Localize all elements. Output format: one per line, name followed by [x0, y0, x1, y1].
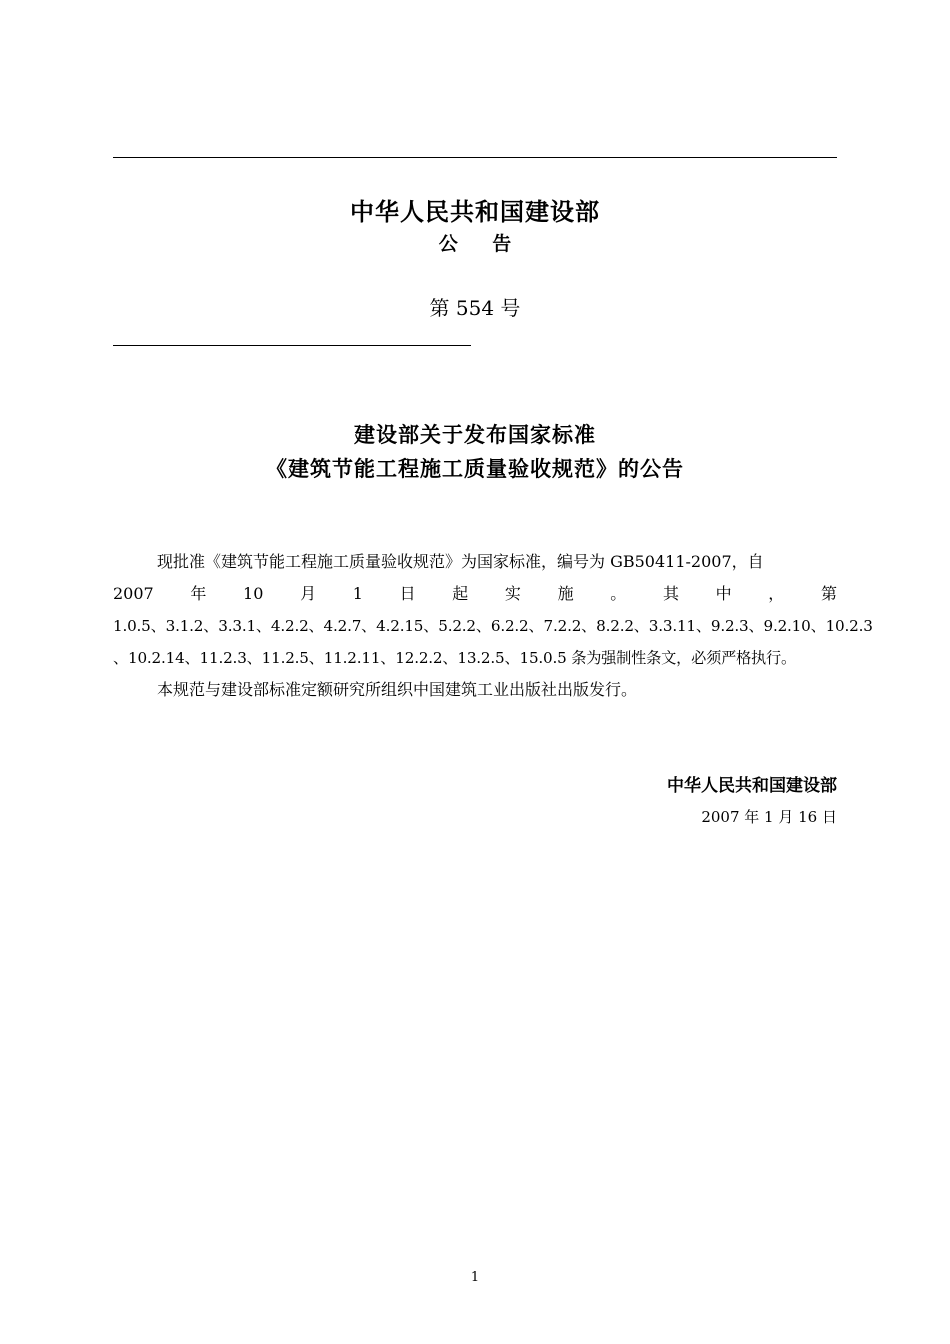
text-token: 年 [190, 584, 207, 603]
text-token: 其 [662, 584, 679, 603]
notice-label: 公 告 [438, 233, 526, 255]
text-token: ， [768, 584, 785, 603]
text-token: 2007 [113, 584, 154, 603]
text-token: 日 [399, 584, 416, 603]
announcement-heading-line1: 建设部关于发布国家标准 [354, 423, 596, 447]
body-paragraph-1 [113, 546, 873, 674]
signature-date: 2007 年 1 月 16 日 [701, 808, 837, 826]
section-rule [113, 345, 471, 346]
notice-number: 第 554 号 [429, 296, 521, 320]
top-rule [113, 157, 837, 158]
text-token: 第 [820, 584, 837, 603]
paragraph-line: 、10.2.14、11.2.3、11.2.5、11.2.11、12.2.2、13.2.5、15.0.5 条为强制性条文，必须严格执行。 [113, 649, 797, 667]
text-token: 中 [715, 584, 732, 603]
page-number: 1 [470, 1270, 480, 1285]
text-token: 施 [557, 584, 574, 603]
paragraph-line: 现批准《建筑节能工程施工质量验收规范》为国家标准，编号为 GB50411-2007，自 [157, 552, 764, 571]
text-token: 。 [610, 584, 627, 603]
announcement-heading-line2: 《建筑节能工程施工质量验收规范》的公告 [266, 457, 684, 481]
signature-organization: 中华人民共和国建设部 [667, 776, 837, 796]
ministry-title: 中华人民共和国建设部 [350, 198, 600, 226]
text-token: 1 [352, 584, 363, 603]
body-paragraph-2 [113, 674, 837, 706]
text-token: 月 [300, 584, 317, 603]
paragraph-line: 1.0.5、3.1.2、3.3.1、4.2.2、4.2.7、4.2.15、5.2.2、6.2.2、7.2.2、8.2.2、3.3.11、9.2.3、9.2.10、10.2.3 [113, 617, 873, 635]
text-token: 起 [452, 584, 469, 603]
paragraph-line-justified [113, 578, 837, 610]
text-token: 10 [243, 584, 264, 603]
text-token: 实 [504, 584, 521, 603]
paragraph-line: 本规范与建设部标准定额研究所组织中国建筑工业出版社出版发行。 [157, 680, 638, 699]
